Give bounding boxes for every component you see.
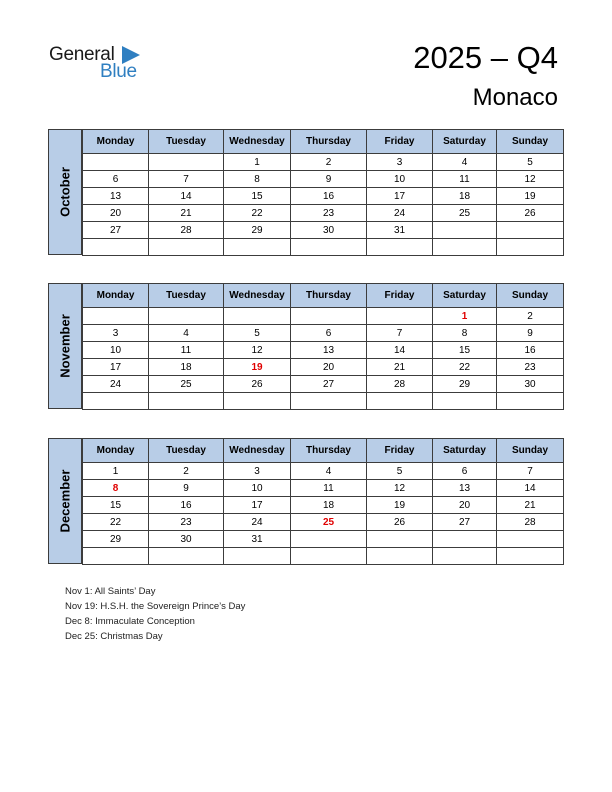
- day-cell: 10: [83, 342, 149, 359]
- day-cell: 8: [83, 480, 149, 497]
- day-cell: [149, 154, 224, 171]
- week-row: [83, 514, 564, 531]
- page-subtitle: Monaco: [472, 84, 558, 111]
- logo-text-blue: Blue: [100, 61, 137, 82]
- day-cell: 15: [433, 342, 497, 359]
- day-cell: [224, 308, 291, 325]
- day-cell: 2: [149, 463, 224, 480]
- day-cell: 6: [83, 171, 149, 188]
- weekday-header: Thursday: [291, 130, 367, 154]
- day-cell: [433, 239, 497, 256]
- day-cell: 26: [367, 514, 433, 531]
- day-cell: [367, 531, 433, 548]
- day-cell: [433, 531, 497, 548]
- day-cell: 18: [149, 359, 224, 376]
- day-cell: 7: [149, 171, 224, 188]
- day-cell: 22: [433, 359, 497, 376]
- month-name: November: [57, 314, 73, 378]
- day-cell: 20: [83, 205, 149, 222]
- day-cell: [83, 308, 149, 325]
- month-calendar-december: [48, 438, 563, 564]
- general-blue-logo: [49, 44, 149, 84]
- day-cell: [291, 531, 367, 548]
- day-cell: 21: [149, 205, 224, 222]
- day-cell: [367, 548, 433, 565]
- weekday-header: Saturday: [433, 439, 497, 463]
- day-cell: 1: [433, 308, 497, 325]
- day-cell: [497, 393, 564, 410]
- day-cell: [497, 548, 564, 565]
- day-cell: 28: [497, 514, 564, 531]
- day-cell: 31: [224, 531, 291, 548]
- week-row: [83, 154, 564, 171]
- day-cell: 3: [367, 154, 433, 171]
- day-cell: [83, 548, 149, 565]
- day-cell: 22: [83, 514, 149, 531]
- day-cell: 9: [497, 325, 564, 342]
- week-row: [83, 222, 564, 239]
- day-cell: 18: [291, 497, 367, 514]
- day-cell: 13: [291, 342, 367, 359]
- day-cell: [367, 239, 433, 256]
- week-row: [83, 480, 564, 497]
- weekday-header: Thursday: [291, 284, 367, 308]
- day-cell: [367, 308, 433, 325]
- day-cell: [149, 239, 224, 256]
- day-cell: 8: [224, 171, 291, 188]
- day-cell: 21: [367, 359, 433, 376]
- day-cell: [367, 393, 433, 410]
- day-cell: 10: [224, 480, 291, 497]
- day-cell: 3: [224, 463, 291, 480]
- week-row: [83, 239, 564, 256]
- week-row: [83, 376, 564, 393]
- day-cell: [497, 222, 564, 239]
- day-cell: 24: [224, 514, 291, 531]
- day-cell: 14: [149, 188, 224, 205]
- day-cell: 17: [367, 188, 433, 205]
- day-cell: [433, 548, 497, 565]
- day-cell: 12: [367, 480, 433, 497]
- day-cell: 16: [291, 188, 367, 205]
- day-cell: 22: [224, 205, 291, 222]
- day-cell: 4: [149, 325, 224, 342]
- weekday-header: Sunday: [497, 439, 564, 463]
- day-cell: 30: [291, 222, 367, 239]
- weekday-header: Friday: [367, 130, 433, 154]
- day-cell: [433, 393, 497, 410]
- day-cell: [149, 393, 224, 410]
- day-cell: 13: [83, 188, 149, 205]
- weekday-header: Tuesday: [149, 284, 224, 308]
- month-calendar-november: [48, 283, 563, 409]
- day-cell: 2: [291, 154, 367, 171]
- day-cell: 28: [149, 222, 224, 239]
- holiday-note: Dec 8: Immaculate Conception: [65, 616, 195, 627]
- holiday-notes: [65, 584, 245, 644]
- day-cell: 30: [149, 531, 224, 548]
- day-cell: [224, 393, 291, 410]
- month-calendar-october: [48, 129, 563, 255]
- day-cell: 19: [497, 188, 564, 205]
- weekday-header: Sunday: [497, 130, 564, 154]
- weekday-header: Friday: [367, 284, 433, 308]
- day-cell: [497, 239, 564, 256]
- day-cell: [497, 531, 564, 548]
- day-cell: 24: [83, 376, 149, 393]
- day-cell: 27: [433, 514, 497, 531]
- day-cell: 3: [83, 325, 149, 342]
- weekday-header: Wednesday: [224, 439, 291, 463]
- week-row: [83, 548, 564, 565]
- day-cell: 25: [291, 514, 367, 531]
- day-cell: 1: [83, 463, 149, 480]
- day-cell: 26: [224, 376, 291, 393]
- day-cell: [83, 239, 149, 256]
- month-table: [82, 129, 564, 256]
- weekday-header: Saturday: [433, 130, 497, 154]
- day-cell: 2: [497, 308, 564, 325]
- day-cell: 13: [433, 480, 497, 497]
- day-cell: [291, 308, 367, 325]
- day-cell: [83, 393, 149, 410]
- day-cell: 23: [497, 359, 564, 376]
- day-cell: 16: [497, 342, 564, 359]
- day-cell: [83, 154, 149, 171]
- day-cell: 5: [497, 154, 564, 171]
- day-cell: 12: [497, 171, 564, 188]
- day-cell: 5: [367, 463, 433, 480]
- day-cell: 17: [83, 359, 149, 376]
- weekday-header: Saturday: [433, 284, 497, 308]
- day-cell: 24: [367, 205, 433, 222]
- week-row: [83, 171, 564, 188]
- day-cell: 30: [497, 376, 564, 393]
- day-cell: 4: [433, 154, 497, 171]
- week-row: [83, 393, 564, 410]
- week-row: [83, 205, 564, 222]
- day-cell: 27: [291, 376, 367, 393]
- holiday-note: Dec 25: Christmas Day: [65, 631, 163, 642]
- weekday-header: Tuesday: [149, 439, 224, 463]
- month-name: October: [57, 167, 73, 217]
- day-cell: 29: [83, 531, 149, 548]
- weekday-header: Monday: [83, 439, 149, 463]
- month-label: [48, 129, 82, 255]
- day-cell: 8: [433, 325, 497, 342]
- month-label: [48, 283, 82, 409]
- day-cell: 29: [224, 222, 291, 239]
- page-title: 2025 – Q4: [413, 40, 558, 75]
- logo-text-general: General: [49, 44, 115, 65]
- day-cell: [291, 393, 367, 410]
- weekday-header: Monday: [83, 284, 149, 308]
- day-cell: [291, 239, 367, 256]
- day-cell: [149, 548, 224, 565]
- month-table: [82, 283, 564, 410]
- week-row: [83, 359, 564, 376]
- day-cell: 9: [291, 171, 367, 188]
- day-cell: [149, 308, 224, 325]
- day-cell: 31: [367, 222, 433, 239]
- day-cell: 27: [83, 222, 149, 239]
- weekday-header: Thursday: [291, 439, 367, 463]
- day-cell: 12: [224, 342, 291, 359]
- day-cell: 15: [83, 497, 149, 514]
- day-cell: 6: [433, 463, 497, 480]
- day-cell: 23: [149, 514, 224, 531]
- day-cell: 17: [224, 497, 291, 514]
- week-row: [83, 188, 564, 205]
- weekday-header: Wednesday: [224, 284, 291, 308]
- day-cell: 5: [224, 325, 291, 342]
- day-cell: 4: [291, 463, 367, 480]
- weekday-header: Friday: [367, 439, 433, 463]
- day-cell: [291, 548, 367, 565]
- day-cell: 9: [149, 480, 224, 497]
- day-cell: [433, 222, 497, 239]
- week-row: [83, 463, 564, 480]
- day-cell: 7: [497, 463, 564, 480]
- day-cell: 28: [367, 376, 433, 393]
- day-cell: 15: [224, 188, 291, 205]
- day-cell: 29: [433, 376, 497, 393]
- week-row: [83, 342, 564, 359]
- week-row: [83, 531, 564, 548]
- day-cell: 10: [367, 171, 433, 188]
- day-cell: 20: [291, 359, 367, 376]
- day-cell: 11: [433, 171, 497, 188]
- day-cell: 14: [497, 480, 564, 497]
- month-label: [48, 438, 82, 564]
- day-cell: 20: [433, 497, 497, 514]
- holiday-note: Nov 19: H.S.H. the Sovereign Prince’s Day: [65, 601, 246, 612]
- day-cell: 25: [149, 376, 224, 393]
- weekday-header: Wednesday: [224, 130, 291, 154]
- day-cell: 19: [224, 359, 291, 376]
- day-cell: 7: [367, 325, 433, 342]
- day-cell: [224, 239, 291, 256]
- day-cell: 26: [497, 205, 564, 222]
- day-cell: 25: [433, 205, 497, 222]
- week-row: [83, 497, 564, 514]
- day-cell: 23: [291, 205, 367, 222]
- month-name: December: [57, 469, 73, 533]
- day-cell: [224, 548, 291, 565]
- day-cell: 21: [497, 497, 564, 514]
- day-cell: 16: [149, 497, 224, 514]
- day-cell: 6: [291, 325, 367, 342]
- day-cell: 14: [367, 342, 433, 359]
- weekday-header: Tuesday: [149, 130, 224, 154]
- week-row: [83, 308, 564, 325]
- day-cell: 18: [433, 188, 497, 205]
- day-cell: 11: [291, 480, 367, 497]
- week-row: [83, 325, 564, 342]
- day-cell: 19: [367, 497, 433, 514]
- weekday-header: Monday: [83, 130, 149, 154]
- month-table: [82, 438, 564, 565]
- weekday-header: Sunday: [497, 284, 564, 308]
- day-cell: 1: [224, 154, 291, 171]
- day-cell: 11: [149, 342, 224, 359]
- holiday-note: Nov 1: All Saints’ Day: [65, 586, 156, 597]
